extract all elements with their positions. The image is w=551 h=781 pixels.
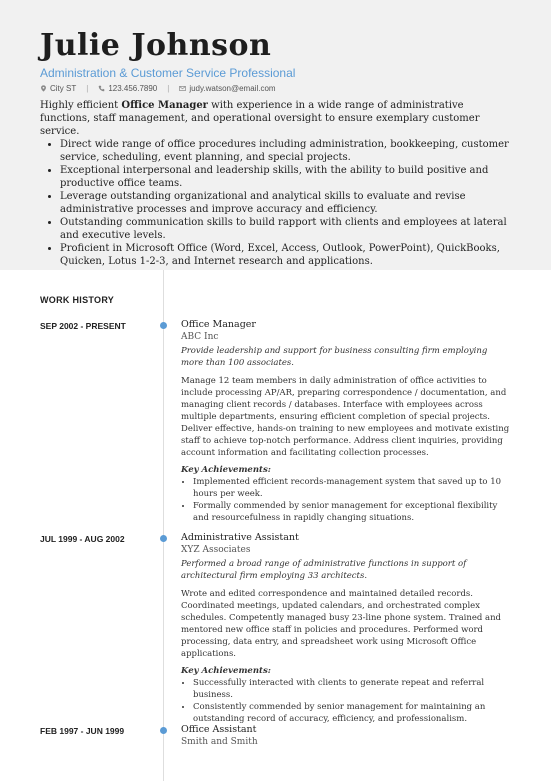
job-date: JUL 1999 - AUG 2002 <box>40 534 125 544</box>
phone-item <box>98 84 157 93</box>
timeline-dot <box>160 535 167 542</box>
achievements-list <box>181 476 511 524</box>
job-details <box>181 532 511 725</box>
job-date: FEB 1997 - JUN 1999 <box>40 726 125 736</box>
job-company: Smith and Smith <box>181 737 258 747</box>
professional-title: Administration & Customer Service Professional <box>40 66 296 80</box>
list-item: • Implemented efficient records-management system that saved up to 10 hours per week. <box>193 476 511 500</box>
contact-separator: | <box>86 84 89 93</box>
professional-summary <box>40 99 510 268</box>
timeline-dot <box>160 727 167 734</box>
job-company: XYZ Associates <box>181 545 251 555</box>
email-item <box>179 84 275 93</box>
job-description: Wrote and edited correspondence and maintained detailed records. Coordinated meetings, updated calendars, and orchestrated complex schedules. Competently managed busy 23-line phone system. Trained and mentored new office staff in policies and procedures. Performed word processing, data entry, and spreadsheet work using Microsoft Office applications. <box>181 589 501 659</box>
job-description: Manage 12 team members in daily administration of office activities to include processing AP/AR, preparing correspondence / documentation, and managing client records / databases. Interface with employees across multiple departments, ensuring efficient completion of special projects. Deliver effective, hands-on training to new employees and motivate existing staff to achieve top-notch performance. Address client inquiries, providing account information and facilitating collection processes. <box>181 376 510 458</box>
key-achievements-label: Key Achievements: <box>181 666 271 676</box>
location-text: City ST <box>50 84 77 93</box>
list-item: • Leverage outstanding organizational and analytical skills to evaluate and revise administrative processes and improve accuracy and efficiency. <box>60 190 510 216</box>
location-pin-icon <box>40 85 47 92</box>
location-item <box>40 84 76 93</box>
list-item: • Proficient in Microsoft Office (Word, Excel, Access, Outlook, PowerPoint), QuickBooks, Quicken, Lotus 1-2-3, and Internet research and applications. <box>60 242 510 268</box>
key-achievements-label: Key Achievements: <box>181 465 271 475</box>
job-details <box>181 319 511 524</box>
email-icon <box>179 85 186 92</box>
email-text[interactable]: judy.watson@email.com <box>189 84 276 93</box>
resume-header <box>0 0 551 270</box>
candidate-name: Julie Johnson <box>40 28 272 63</box>
job-details <box>181 724 511 750</box>
job-overview: Performed a broad range of administrative functions in support of architectural firm employing 33 architects. <box>181 559 467 581</box>
contact-separator: | <box>167 84 170 93</box>
job-overview: Provide leadership and support for business consulting firm employing more than 100 associates. <box>181 346 488 368</box>
work-history-heading: WORK HISTORY <box>40 295 115 305</box>
achievements-list <box>181 677 511 725</box>
list-item: • Consistently commended by senior management for maintaining an outstanding record of accuracy, efficiency, and professionalism. <box>193 701 511 725</box>
list-item: • Successfully interacted with clients to generate repeat and referral business. <box>193 677 511 701</box>
job-title: Office Manager <box>181 319 256 330</box>
contact-info <box>40 84 276 93</box>
summary-bullets <box>40 138 510 268</box>
job-date: SEP 2002 - PRESENT <box>40 321 126 331</box>
timeline-line <box>163 270 164 781</box>
timeline-dot <box>160 322 167 329</box>
job-title: Administrative Assistant <box>181 532 299 543</box>
list-item: • Outstanding communication skills to build rapport with clients and employees at lateral and executive levels. <box>60 216 510 242</box>
phone-text: 123.456.7890 <box>108 84 158 93</box>
summary-text-end: with experience in a wide range of administrative functions, staff management, and operational oversight to ensure exemplary customer service. <box>40 100 480 137</box>
list-item: • Formally commended by senior management for exceptional flexibility and resourcefulness in rapidly changing situations. <box>193 500 511 524</box>
list-item: • Exceptional interpersonal and leadership skills, with the ability to build positive and productive office teams. <box>60 164 510 190</box>
summary-text-start: Highly efficient <box>40 100 122 111</box>
summary-intro <box>40 99 510 138</box>
list-item: • Direct wide range of office procedures including administration, bookkeeping, customer service, scheduling, event planning, and special projects. <box>60 138 510 164</box>
phone-icon <box>98 85 105 92</box>
job-title: Office Assistant <box>181 724 257 735</box>
job-company: ABC Inc <box>181 332 219 342</box>
summary-emphasis: Office Manager <box>121 100 208 111</box>
